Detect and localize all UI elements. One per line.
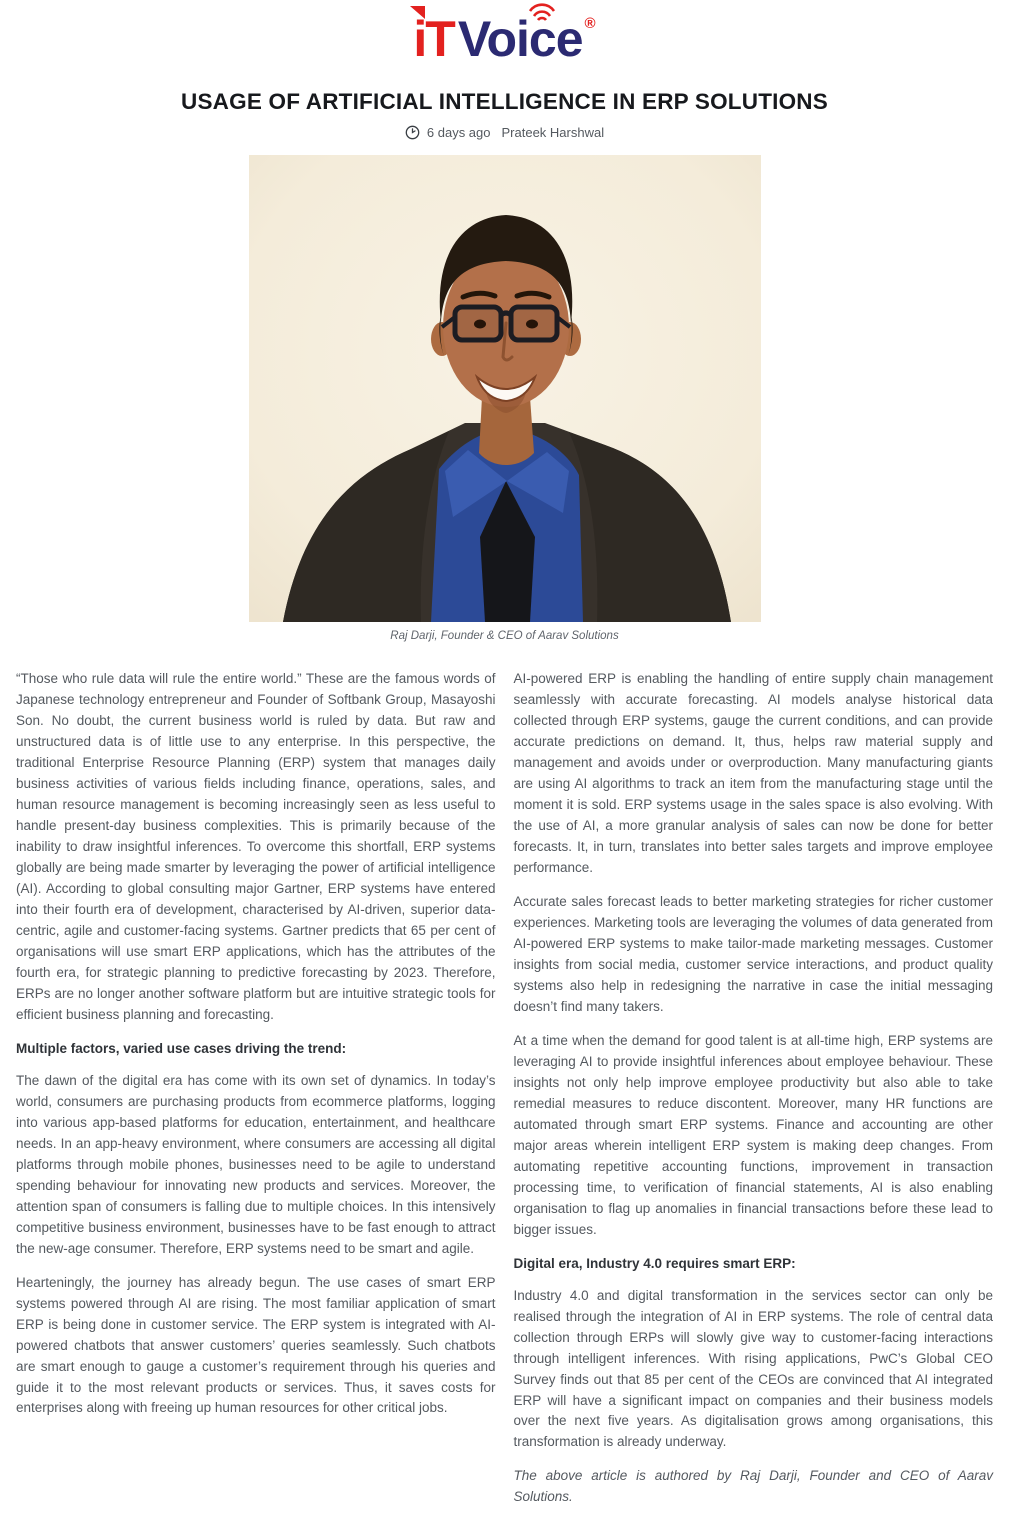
paragraph: At a time when the demand for good talent is at all-time high, ERP systems are leveraging AI to provide insightful inferences about employee behaviour. These insights not only help improve employee productivity but also able to take remedial measures to reduce discontent. Moreover, many HR functions are automated through smart ERP systems. Finance and accounting are other major areas wherein intelligent ERP system is making deep changes. From automating repetitive accounting functions, improvement in transaction processing time, to verification of financial statements, AI is also enabling organisation to flag up anomalies in financial transactions before these lead to bigger issues. xyxy=(513,1032,993,1237)
site-logo[interactable] xyxy=(413,11,596,67)
paragraph: The dawn of the digital era has come with its own set of dynamics. In today’s world, consumers are purchasing products from ecommerce platforms, logging into various app-based platforms for education, entertainment, and healthcare needs. In an app-heavy environment, where consumers are accessing all digital platforms through mobile phones, businesses need to be agile to understand spending behaviour for innovating new products and services. Moreover, the attention span of consumers is falling due to multiple choices. In this intensively competitive business environment, businesses have to be fast enough to attract the new-age consumer. Therefore, ERP systems need to be smart and agile. xyxy=(16,1072,496,1256)
paragraph: Industry 4.0 and digital transformation in the services sector can only be realised through the integration of AI in ERP systems. The role of central data collection through ERPs will slowly give way to customer-facing interactions through intelligent inferences. With rising applications, PwC’s Global CEO Survey finds out that 85 per cent of the CEOs are convinced that AI integrated ERP will have a significant impact on companies and their business models over the next five years. As digitalisation grows among organisations, this transformation is already underway. xyxy=(513,1287,993,1450)
paragraph: Hearteningly, the journey has already begun. The use cases of smart ERP systems powered through AI are rising. The most familiar application of smart ERP is being done in customer service. The ERP system is integrated with AI-powered chatbots that answer customers’ queries seamlessly. Such chatbots are smart enough to gauge a customer’s requirement through his queries and guide it to the most relevant products or services. Thus, it saves costs for enterprises along with freeing up human resources for other critical jobs. xyxy=(16,1274,496,1416)
clock-icon xyxy=(405,125,420,140)
registered-mark: ® xyxy=(584,15,596,32)
logo-flag-icon xyxy=(410,6,425,19)
featured-image-figure xyxy=(0,155,1009,642)
paragraph: Accurate sales forecast leads to better marketing strategies for richer customer experiences. Marketing tools are leveraging the volumes of data generated from AI-powered ERP systems to make tailor-made marketing messages. Customer insights from social media, customer service interactions, and product quality systems also help in redesigning the narrative in case the initial messaging doesn’t find many takers. xyxy=(513,893,993,1014)
section-heading: Multiple factors, varied use cases driving the trend: xyxy=(16,1040,347,1056)
post-date: 6 days ago xyxy=(426,125,491,140)
logo-it-text: iT xyxy=(413,14,453,64)
paragraph: “Those who rule data will rule the entire world.” These are the famous words of Japanese technology entrepreneur and Founder of Softbank Group, Masayoshi Son. No doubt, the current business world is ruled by data. But raw and unstructured data is of little use to any enterprise. In this perspective, the traditional Enterprise Resource Planning (ERP) system that manages daily business activities of various fields including finance, operations, sales, and human resource management is becoming increasingly seen as less useful to handle present-day business complexities. This is primarily because of the inability to draw insightful inferences. To overcome this shortfall, ERP systems globally are being made smarter by leveraging the power of artificial intelligence (AI). According to global consulting major Gartner, ERP systems have entered into their fourth era of development, characterised by AI-driven, superior data-centric, agile and customer-facing systems. Gartner predicts that 65 per cent of organisations will use smart ERP applications, which has the attributes of the fourth era, for strategic planning to predictive forecasting by 2023. Therefore, ERPs are no longer another software platform but are intuitive strategic tools for efficient business planning and forecasting. xyxy=(16,671,496,1022)
signal-arcs-icon xyxy=(525,0,559,22)
right-column xyxy=(514,669,994,1521)
post-author[interactable]: Prateek Harshwal xyxy=(501,125,605,140)
paragraph: AI-powered ERP is enabling the handling of entire supply chain management seamlessly with accurate forecasting. AI models analyse historical data collected through ERP systems, gauge the current conditions, and can provide accurate predictions on demand. It, thus, helps raw material supply and management and avoids under or overproduction. Many manufacturing giants are using AI algorithms to track an item from the manufacturing stage until the moment it is sold. ERP systems usage in the sales space is also evolving. With the use of AI, a more granular analysis of sales can now be done for better forecasts. It, in turn, translates into better sales targets and improve employee performance. xyxy=(513,671,993,875)
page-title: USAGE OF ARTIFICIAL INTELLIGENCE IN ERP SOLUTIONS xyxy=(181,89,828,114)
logo-voice-text: Voice xyxy=(458,14,583,64)
author-note: The above article is authored by Raj Darji, Founder and CEO of Aarav Solutions. xyxy=(513,1468,993,1505)
article-body xyxy=(0,669,1009,1521)
left-column xyxy=(16,669,496,1521)
article-meta xyxy=(0,125,1009,140)
image-caption: Raj Darji, Founder & CEO of Aarav Solutions xyxy=(390,630,619,642)
section-heading: Digital era, Industry 4.0 requires smart ERP: xyxy=(513,1255,796,1271)
featured-image xyxy=(249,155,761,622)
site-header xyxy=(0,0,1009,67)
